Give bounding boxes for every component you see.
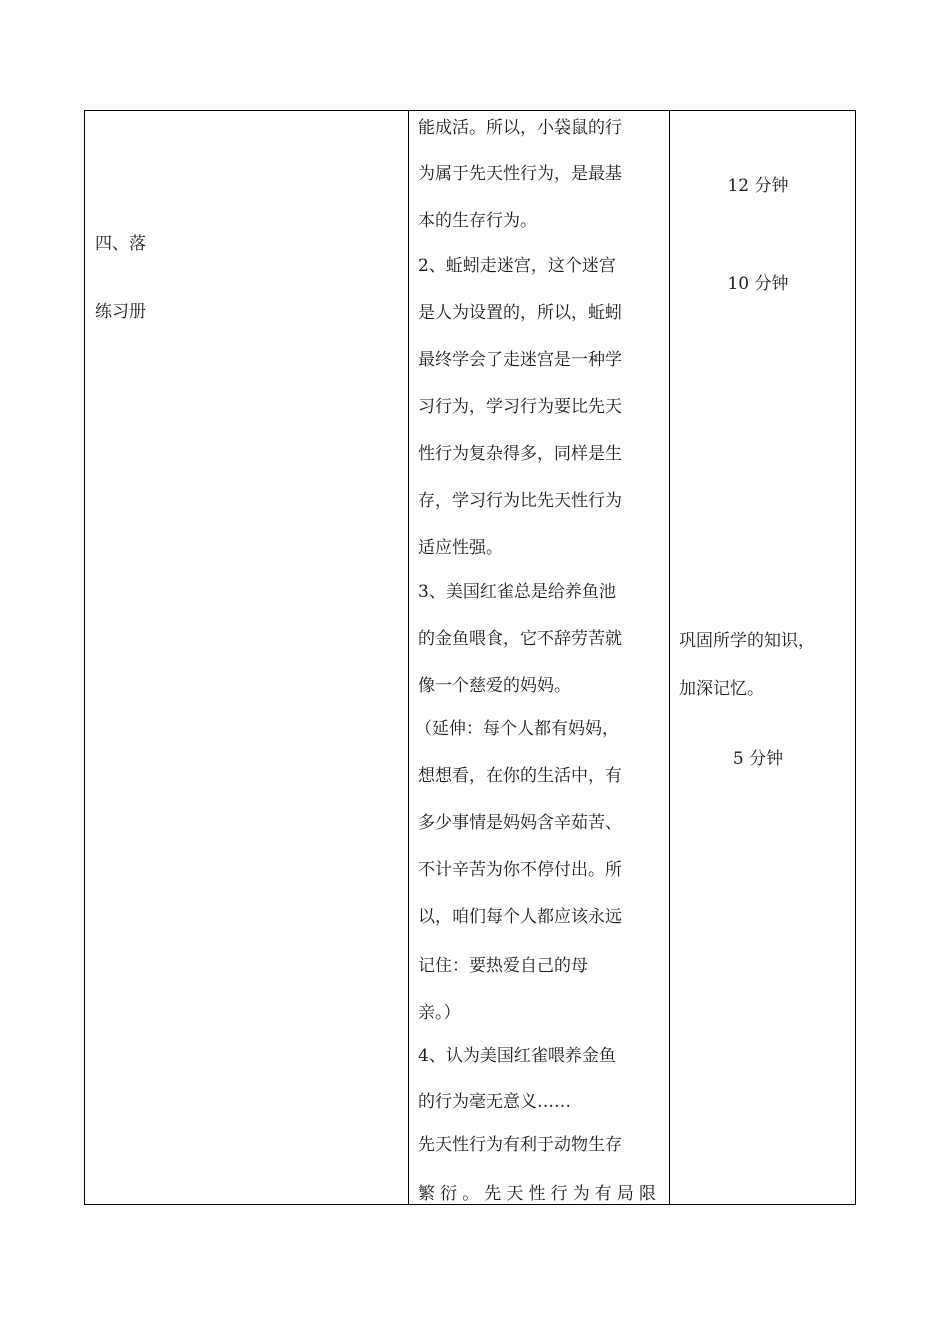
content-line: 的行为毫无意义…… xyxy=(418,1092,571,1112)
content-line: 本的生存行为。 xyxy=(418,211,537,231)
purpose-text: 加深记忆。 xyxy=(679,679,764,699)
content-line: 的金鱼喂食，它不辞劳苦就 xyxy=(418,629,622,649)
content-line: 是人为设置的，所以，蚯蚓 xyxy=(418,303,622,323)
content-line: 繁衍。先天性行为有局限 xyxy=(418,1184,656,1204)
stage-label: 四、落 xyxy=(95,234,146,254)
content-line: 性行为复杂得多，同样是生 xyxy=(418,444,622,464)
content-line: 存，学习行为比先天性行为 xyxy=(418,491,622,511)
content-line: 亲。） xyxy=(418,1003,461,1023)
stage-label-continued: 练习册 xyxy=(95,302,146,322)
content-line: 多少事情是妈妈含辛茹苦、 xyxy=(418,813,622,833)
content-line: 习行为，学习行为要比先天 xyxy=(418,397,622,417)
time-allocation: 5 分钟 xyxy=(732,749,784,769)
content-line: 不计辛苦为你不停付出。所 xyxy=(418,860,622,880)
time-allocation: 10 分钟 xyxy=(727,274,789,294)
time-allocation: 12 分钟 xyxy=(727,176,789,196)
content-line: 最终学会了走迷宫是一种学 xyxy=(418,350,622,370)
column-divider xyxy=(408,111,409,1204)
content-line: 适应性强。 xyxy=(418,538,503,558)
content-line: （延伸：每个人都有妈妈， xyxy=(415,719,619,739)
content-line: 记住：要热爱自己的母 xyxy=(418,956,588,976)
content-line: 先天性行为有利于动物生存 xyxy=(418,1135,622,1155)
lesson-table xyxy=(84,110,856,1205)
content-line: 4、认为美国红雀喂养金鱼 xyxy=(418,1046,616,1066)
content-line: 为属于先天性行为，是最基 xyxy=(418,164,622,184)
content-line: 能成活。所以，小袋鼠的行 xyxy=(418,118,622,138)
content-line: 3、美国红雀总是给养鱼池 xyxy=(418,582,616,602)
content-line: 想想看，在你的生活中，有 xyxy=(418,766,622,786)
purpose-text: 巩固所学的知识， xyxy=(679,631,815,651)
content-line: 以，咱们每个人都应该永远 xyxy=(418,907,622,927)
content-line: 2、蚯蚓走迷宫，这个迷宫 xyxy=(418,256,616,276)
content-line: 像一个慈爱的妈妈。 xyxy=(418,676,571,696)
